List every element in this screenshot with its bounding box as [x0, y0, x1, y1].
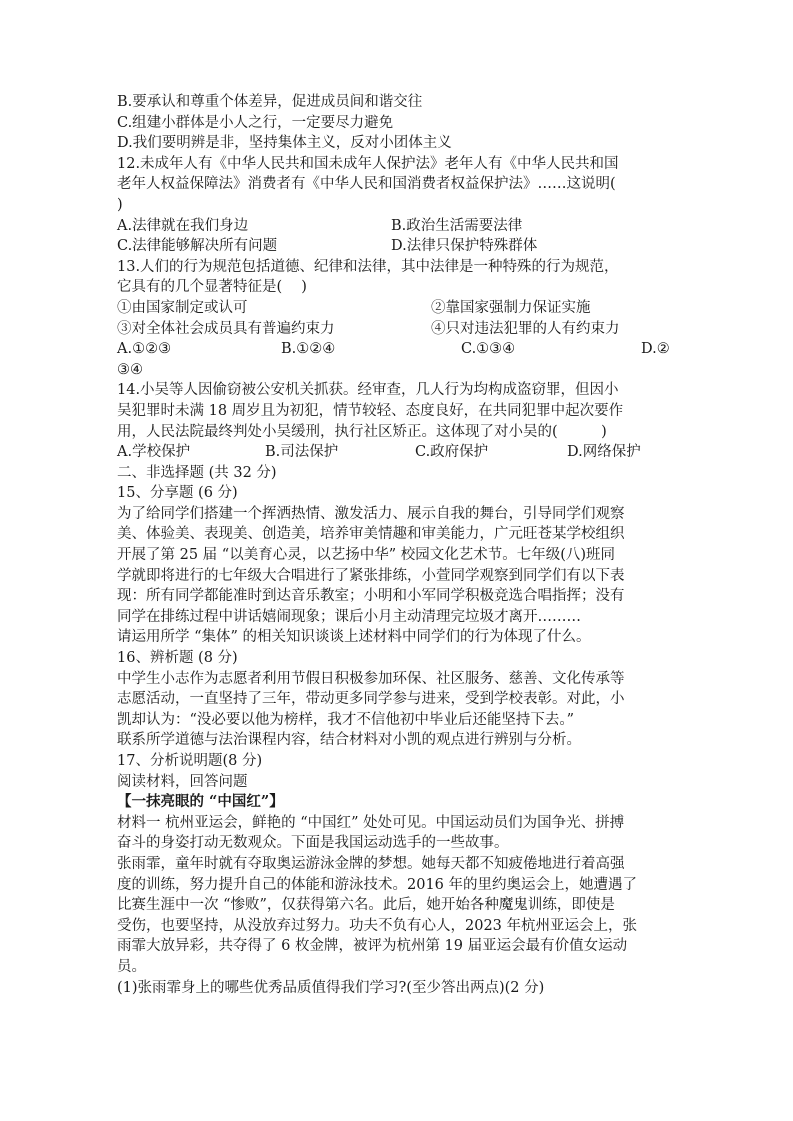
q15-body: 同学在排练过程中讲话嬉闹现象；课后小月主动清理完垃圾才离开……… — [117, 608, 581, 625]
q12-stem: 12.未成年人有《中华人民共和国未成年人保护法》老年人有《中华人民共和国 — [117, 155, 619, 172]
q17-material-1: 奋斗的身姿打动无数观众。下面是我国运动选手的一些故事。 — [117, 835, 509, 852]
q17-story: 雨霏大放异彩，共夺得了 6 枚金牌，被评为杭州第 19 届亚运会最有价值女运动 — [117, 938, 628, 955]
q17-story: 度的训练，努力提升自己的体能和游泳技术。2016 年的里约奥运会上，她遭遇了 — [117, 876, 638, 893]
q17-story: 比赛生涯中一次 “惨败”，仅获得第六名。此后，她开始各种魔鬼训练，即使是 — [117, 897, 615, 914]
q13-option-b: B.①②④ — [281, 341, 336, 358]
q13-statement-4: ④只对违法犯罪的人有约束力 — [431, 320, 620, 337]
q17-subquestion-1: (1)张雨霏身上的哪些优秀品质值得我们学习?(至少答出两点)(2 分) — [117, 979, 545, 996]
q16-body: 中学生小志作为志愿者利用节假日积极参加环保、社区服务、慈善、文化传承等 — [117, 670, 625, 687]
q15-question: 请运用所学 “集体” 的相关知识谈谈上述材料中同学们的行为体现了什么。 — [117, 629, 591, 646]
q14-option-b: B.司法保护 — [265, 444, 339, 461]
exam-page — [117, 92, 677, 998]
q12-option-c: C.法律能够解决所有问题 — [117, 238, 278, 255]
q13-statements-row — [117, 298, 677, 319]
q17-story: 张雨霏，童年时就有夺取奥运游泳金牌的梦想。她每天都不知疲倦地进行着高强 — [117, 855, 625, 872]
q15-title: 15、分享题 (6 分) — [117, 485, 238, 502]
q11-option-d: D.我们要明辨是非，坚持集体主义，反对小团体主义 — [117, 135, 452, 152]
q13-stem: 它具有的几个显著特征是( ) — [117, 279, 307, 296]
q12-option-a: A.法律就在我们身边 — [117, 217, 249, 234]
q12-option-b: B.政治生活需要法律 — [391, 217, 523, 234]
q13-statement-1: ①由国家制定或认可 — [117, 299, 248, 316]
q12-stem: ) — [117, 196, 123, 213]
q15-body: 为了给同学们搭建一个挥洒热情、激发活力、展示自我的舞台，引导同学们观察 — [117, 505, 625, 522]
q14-stem: 吴犯罪时未满 18 周岁且为初犯，情节较轻、态度良好，在共同犯罪中起次要作 — [117, 402, 624, 419]
q13-option-c: C.①③④ — [461, 341, 516, 358]
q13-option-d-continued: ③④ — [117, 361, 143, 378]
q15-body: 开展了第 25 届 “以美育心灵，以艺扬中华” 校园文化艺术节。七年级(八)班同 — [117, 547, 616, 564]
q13-stem: 13.人们的行为规范包括道德、纪律和法律，其中法律是一种特殊的行为规范， — [117, 258, 619, 275]
q13-statements-row — [117, 319, 677, 340]
q15-body: 美、体验美、表现美、创造美，培养审美情趣和审美能力，广元旺苍某学校组织 — [117, 526, 625, 543]
q13-statement-2: ②靠国家强制力保证实施 — [431, 299, 591, 316]
q14-option-c: C.政府保护 — [415, 444, 489, 461]
q14-stem: 用，人民法院最终判处小吴缓刑，执行社区矫正。这体现了对小吴的( ) — [117, 423, 607, 440]
q16-question: 联系所学道德与法治课程内容，结合材料对小凯的观点进行辨别与分析。 — [117, 732, 581, 749]
q11-option-c: C.组建小群体是小人之行，一定要尽力避免 — [117, 114, 394, 131]
q13-statement-3: ③对全体社会成员具有普遍约束力 — [117, 320, 335, 337]
q11-option-b: B.要承认和尊重个体差异，促进成员间和谐交往 — [117, 94, 423, 110]
q14-option-a: A.学校保护 — [117, 444, 191, 461]
q15-body: 学就即将进行的七年级大合唱进行了紧张排练，小萱同学观察到同学们有以下表 — [117, 567, 625, 584]
q12-options-row — [117, 216, 677, 237]
q14-option-d: D.网络保护 — [567, 444, 641, 461]
q16-body: 凯却认为：“没必要以他为榜样，我才不信他初中毕业后还能坚持下去。” — [117, 711, 575, 728]
q14-options-row — [117, 442, 677, 463]
q16-title: 16、辨析题 (8 分) — [117, 650, 238, 667]
q16-body: 志愿活动，一直坚持了三年，带动更多同学参与进来，受到学校表彰。对此，小 — [117, 691, 625, 708]
q17-material-1: 材料一 杭州亚运会，鲜艳的 “中国红” 处处可见。中国运动员们为国争光、拼搏 — [117, 814, 625, 831]
q14-stem: 14.小吴等人因偷窃被公安机关抓获。经审查，几人行为均构成盗窃罪，但因小 — [117, 382, 619, 399]
q15-body: 现：所有同学都能准时到达音乐教室；小明和小军同学积极竞选合唱指挥；没有 — [117, 588, 625, 605]
q17-heading: 【一抹亮眼的 “中国红”】 — [117, 793, 284, 811]
q12-options-row — [117, 236, 677, 257]
q13-options-row — [117, 339, 677, 360]
q17-title: 17、分析说明题(8 分) — [117, 753, 263, 769]
section-title: 二、非选择题 (共 32 分) — [117, 464, 277, 481]
q12-option-d: D.法律只保护特殊群体 — [391, 238, 538, 255]
q17-instruction: 阅读材料，回答问题 — [117, 773, 248, 790]
q17-story: 员。 — [117, 958, 146, 975]
q12-stem: 老年人权益保障法》消费者有《中华人民和国消费者权益保护法》……这说明( — [117, 176, 616, 193]
q13-option-a: A.①②③ — [117, 341, 172, 358]
q13-option-d: D.② — [641, 341, 670, 358]
q17-story: 受伤，也要坚持，从没放弃过努力。功夫不负有心人，2023 年杭州亚运会上，张 — [117, 917, 638, 934]
